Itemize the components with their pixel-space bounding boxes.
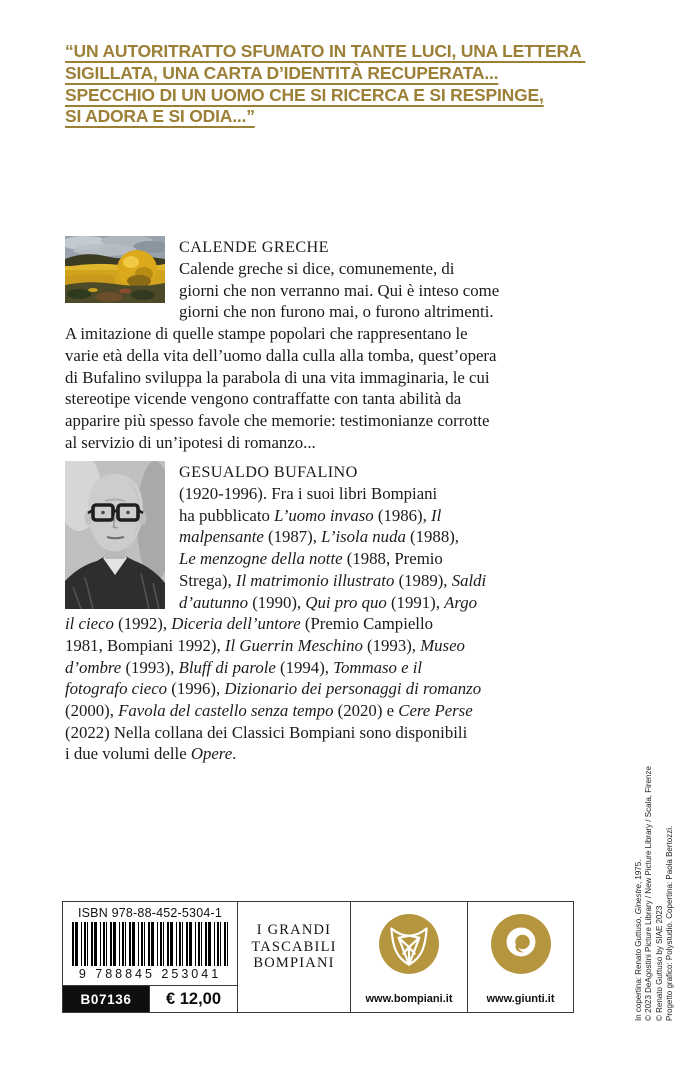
book-title-heading: CALENDE GRECHE [179,238,329,256]
text-line: In copertina: Renato Guttuso, Ginestre, 1975. [634,859,643,1021]
author-name-heading: GESUALDO BUFALINO [179,463,358,481]
text-line: di Bufalino sviluppa la parabola di una vita immaginaria, le cui [65,367,490,387]
bompiani-cell [350,902,467,1012]
code-price-row [63,985,237,1012]
text-line: d’autunno (1990), Qui pro quo (1991), Argo [179,592,478,612]
giunti-cell [467,902,573,1012]
text-line: (1920-1996). Fra i suoi libri Bompiani [179,484,438,503]
price-label: € 12,00 [149,986,237,1012]
text-line: al servizio di un’ipotesi di romanzo... [65,432,316,452]
text-line: malpensante (1987), L’isola nuda (1988), [179,527,459,547]
quote-block [65,41,640,128]
text-line: fotografo cieco (1996), Dizionario dei personaggi di romanzo [65,679,482,699]
text-line: Calende greche si dice, comunemente, di [179,259,455,278]
bompiani-url: www.bompiani.it [365,993,453,1005]
text-line: Progetto grafico: Polystudio. Copertina: Paola Bertozzi. [665,825,675,1021]
text-line: varie età della vita dell’uomo dalla culla alla tomba, quest’opera [65,345,497,365]
text-line: © 2023 DeAgostini Picture Library / New Picture Library / Scala, Firenze [644,766,654,1021]
text-line: d’ombre (1993), Bluff di parole (1994), Tommaso e il [65,657,423,677]
text-line: 1981, Bompiani 1992), Il Guerrin Meschino (1993), Museo [65,635,465,655]
text-line: “UN AUTORITRATTO SFUMATO IN TANTE LUCI, UNA LETTERA [65,41,586,61]
text-line: apparire più spesso favole che memorie: testimonianze corrotte [65,410,490,430]
giunti-url: www.giunti.it [486,993,555,1005]
text-line: A imitazione di quelle stampe popolari che rappresentano le [65,324,468,344]
text-line: i due volumi delle Opere. [65,744,237,764]
giunti-g-logo-icon [490,913,552,975]
text-line: giorni che non verranno mai. Qui è inteso come [179,280,500,300]
text-line: I GRANDI [256,922,332,938]
isbn-label: ISBN 978-88-452-5304-1 [77,906,223,920]
bufalino-portrait-photo [65,461,165,609]
footer-box [62,901,574,1013]
text-line: il cieco (1992), Diceria dell’untore (Premio Campiello [65,614,434,634]
text-line: BOMPIANI [253,955,335,971]
text-line: Le menzogne della notte (1988, Premio [179,549,443,569]
barcode-icon [72,922,228,966]
author-bio-section [65,461,627,765]
book-description-section [65,236,627,453]
text-line: TASCABILI [251,938,337,955]
text-line: © Renato Guttuso by SIAE 2023 [654,905,664,1021]
text-line: giorni che non furono mai, o furono altrimenti. [179,302,494,322]
painting-ginestre-thumbnail-icon [65,236,165,303]
text-line: SIGILLATA, UNA CARTA D’IDENTITÀ RECUPERATA... [65,62,499,83]
text-line: stereotipe vicende vengono contraffatte con tanta abilità da [65,389,462,409]
text-line: ha pubblicato L’uomo invaso (1986), Il [179,505,442,525]
text-line: (2000), Favola del castello senza tempo (2020) e Cere Perse [65,701,473,721]
text-line: SPECCHIO DI UN UOMO CHE SI RICERCA E SI RESPINGE, [65,84,544,105]
isbn-digits: 9 788845 253041 [78,967,222,981]
text-line: SI ADORA E SI ODIA...” [65,106,255,127]
cover-credits-vertical [634,767,676,1021]
barcode-cell [63,902,237,1012]
bompiani-flower-logo-icon [378,913,440,975]
series-cell [237,902,350,1012]
text-line: Strega), Il matrimonio illustrato (1989), Saldi [179,570,487,590]
product-code-badge: B07136 [63,986,149,1012]
text-line: (2022) Nella collana dei Classici Bompiani sono disponibili [65,722,468,742]
series-title [251,922,336,1012]
